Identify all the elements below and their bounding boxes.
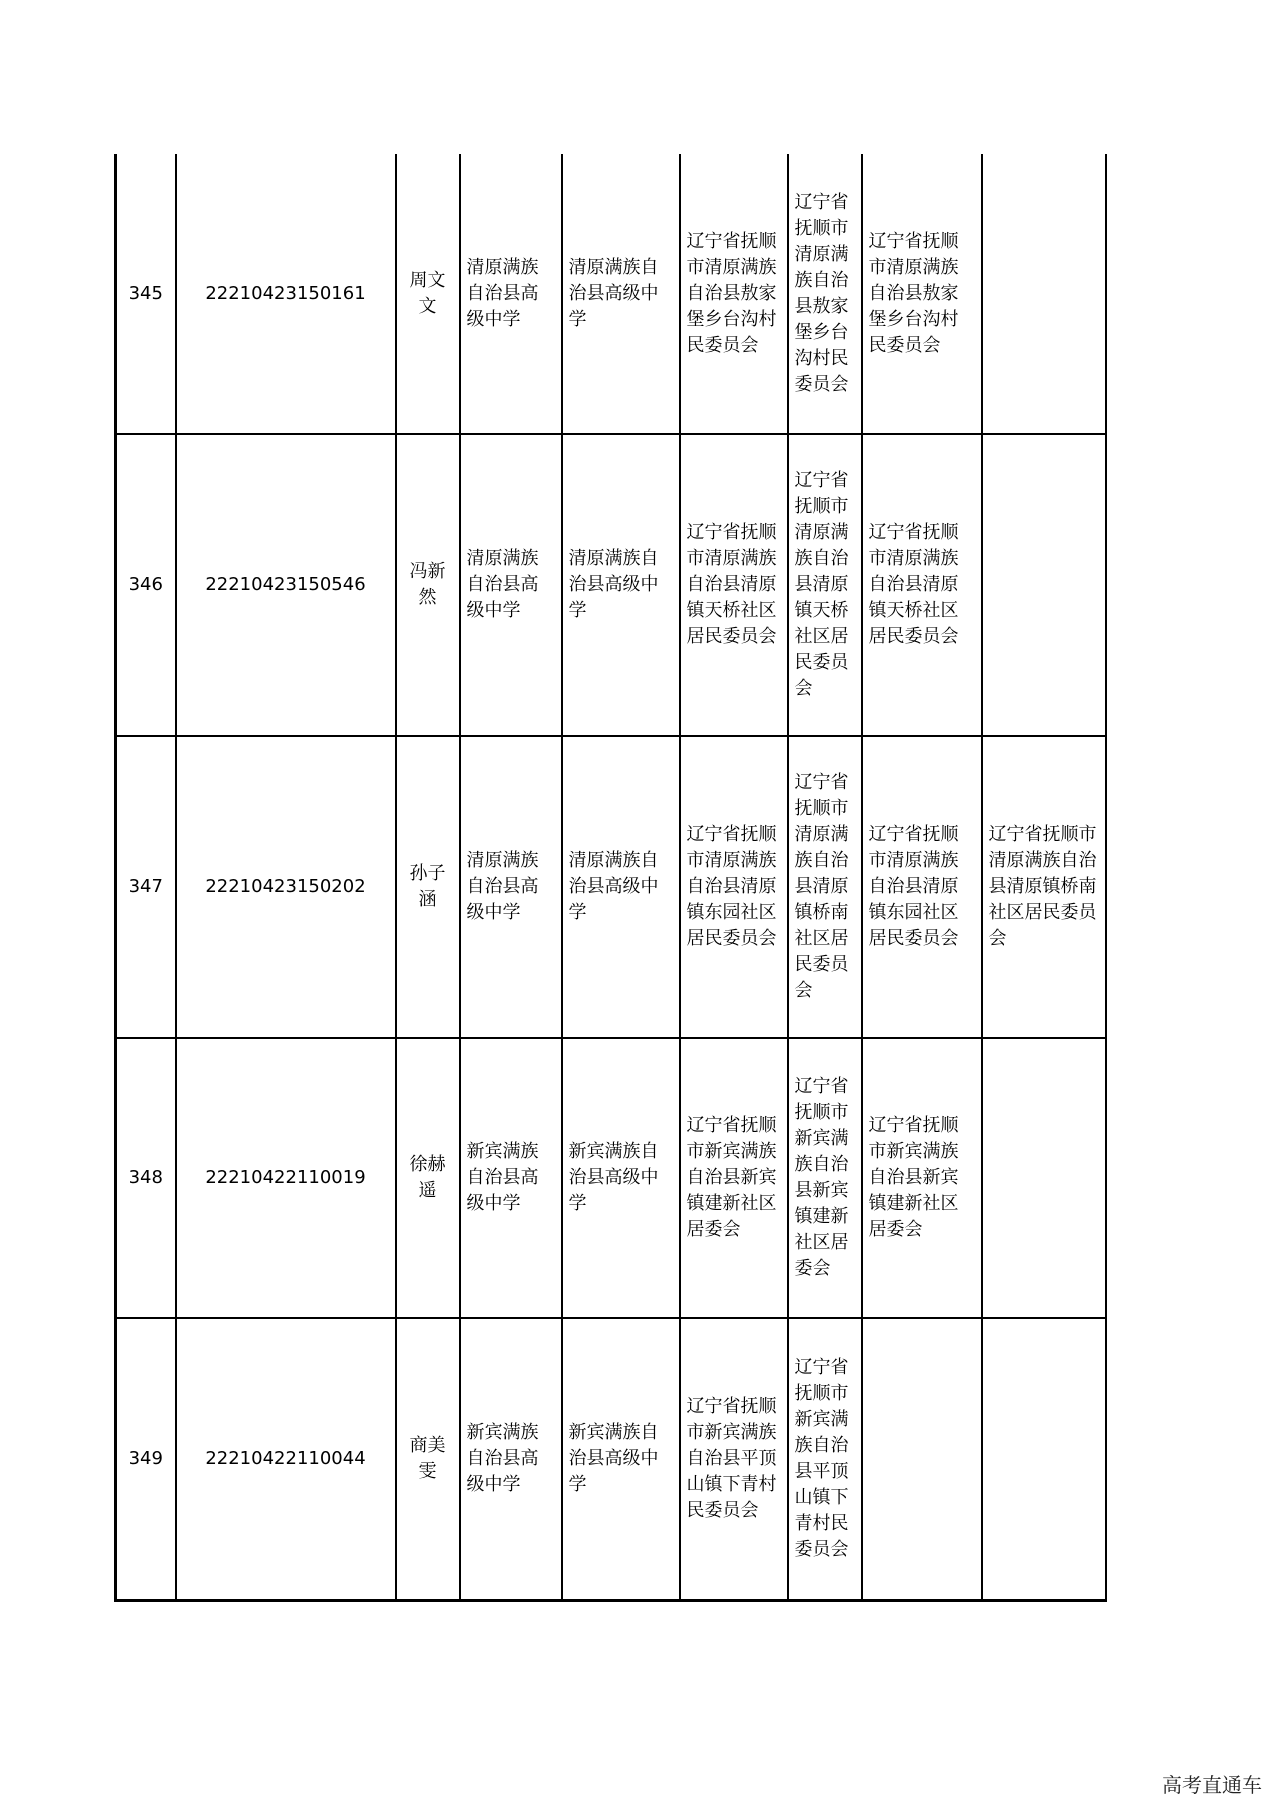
exam-id-cell: 22210423150161 xyxy=(176,154,396,434)
table-row xyxy=(116,736,1106,1038)
guardian-address-cell: 辽宁省抚顺市新宾满族自治县新宾镇建新社区居委会 xyxy=(862,1038,982,1318)
graduating-school-cell: 清原满族自治县高级中学 xyxy=(562,154,680,434)
table-row xyxy=(116,434,1106,736)
table-row xyxy=(116,1318,1106,1600)
table-row xyxy=(116,154,1106,434)
footer-watermark: 高考直通车 xyxy=(1162,1773,1262,1797)
guardian-address-cell xyxy=(862,1318,982,1600)
exam-id-cell: 22210422110019 xyxy=(176,1038,396,1318)
student-name-cell: 周文文 xyxy=(396,154,460,434)
school-cell: 清原满族自治县高级中学 xyxy=(460,434,562,736)
serial-number-cell: 348 xyxy=(116,1038,176,1318)
school-cell: 新宾满族自治县高级中学 xyxy=(460,1318,562,1600)
student-name-cell: 商美雯 xyxy=(396,1318,460,1600)
exam-id-cell: 22210423150546 xyxy=(176,434,396,736)
exam-id-cell: 22210422110044 xyxy=(176,1318,396,1600)
household-address-cell: 辽宁省抚顺市清原满族自治县敖家堡乡台沟村民委员会 xyxy=(788,154,862,434)
student-name-cell: 冯新然 xyxy=(396,434,460,736)
residence-address-cell: 辽宁省抚顺市清原满族自治县清原镇天桥社区居民委员会 xyxy=(680,434,788,736)
roster-body xyxy=(116,154,1106,1600)
household-address-cell: 辽宁省抚顺市清原满族自治县清原镇桥南社区居民委员会 xyxy=(788,736,862,1038)
graduating-school-cell: 清原满族自治县高级中学 xyxy=(562,736,680,1038)
student-name-cell: 孙子涵 xyxy=(396,736,460,1038)
residence-address-cell: 辽宁省抚顺市清原满族自治县清原镇东园社区居民委员会 xyxy=(680,736,788,1038)
serial-number-cell: 347 xyxy=(116,736,176,1038)
other-address-cell xyxy=(982,434,1106,736)
other-address-cell xyxy=(982,1038,1106,1318)
serial-number-cell: 345 xyxy=(116,154,176,434)
graduating-school-cell: 新宾满族自治县高级中学 xyxy=(562,1318,680,1600)
guardian-address-cell: 辽宁省抚顺市清原满族自治县清原镇天桥社区居民委员会 xyxy=(862,434,982,736)
guardian-address-cell: 辽宁省抚顺市清原满族自治县敖家堡乡台沟村民委员会 xyxy=(862,154,982,434)
school-cell: 新宾满族自治县高级中学 xyxy=(460,1038,562,1318)
other-address-cell xyxy=(982,154,1106,434)
graduating-school-cell: 新宾满族自治县高级中学 xyxy=(562,1038,680,1318)
graduating-school-cell: 清原满族自治县高级中学 xyxy=(562,434,680,736)
other-address-cell: 辽宁省抚顺市清原满族自治县清原镇桥南社区居民委员会 xyxy=(982,736,1106,1038)
guardian-address-cell: 辽宁省抚顺市清原满族自治县清原镇东园社区居民委员会 xyxy=(862,736,982,1038)
household-address-cell: 辽宁省抚顺市新宾满族自治县平顶山镇下青村民委员会 xyxy=(788,1318,862,1600)
residence-address-cell: 辽宁省抚顺市新宾满族自治县新宾镇建新社区居委会 xyxy=(680,1038,788,1318)
school-cell: 清原满族自治县高级中学 xyxy=(460,154,562,434)
household-address-cell: 辽宁省抚顺市清原满族自治县清原镇天桥社区居民委员会 xyxy=(788,434,862,736)
household-address-cell: 辽宁省抚顺市新宾满族自治县新宾镇建新社区居委会 xyxy=(788,1038,862,1318)
serial-number-cell: 349 xyxy=(116,1318,176,1600)
student-roster-table xyxy=(114,154,1107,1602)
exam-id-cell: 22210423150202 xyxy=(176,736,396,1038)
serial-number-cell: 346 xyxy=(116,434,176,736)
other-address-cell xyxy=(982,1318,1106,1600)
residence-address-cell: 辽宁省抚顺市新宾满族自治县平顶山镇下青村民委员会 xyxy=(680,1318,788,1600)
residence-address-cell: 辽宁省抚顺市清原满族自治县敖家堡乡台沟村民委员会 xyxy=(680,154,788,434)
table-row xyxy=(116,1038,1106,1318)
school-cell: 清原满族自治县高级中学 xyxy=(460,736,562,1038)
student-name-cell: 徐赫遥 xyxy=(396,1038,460,1318)
